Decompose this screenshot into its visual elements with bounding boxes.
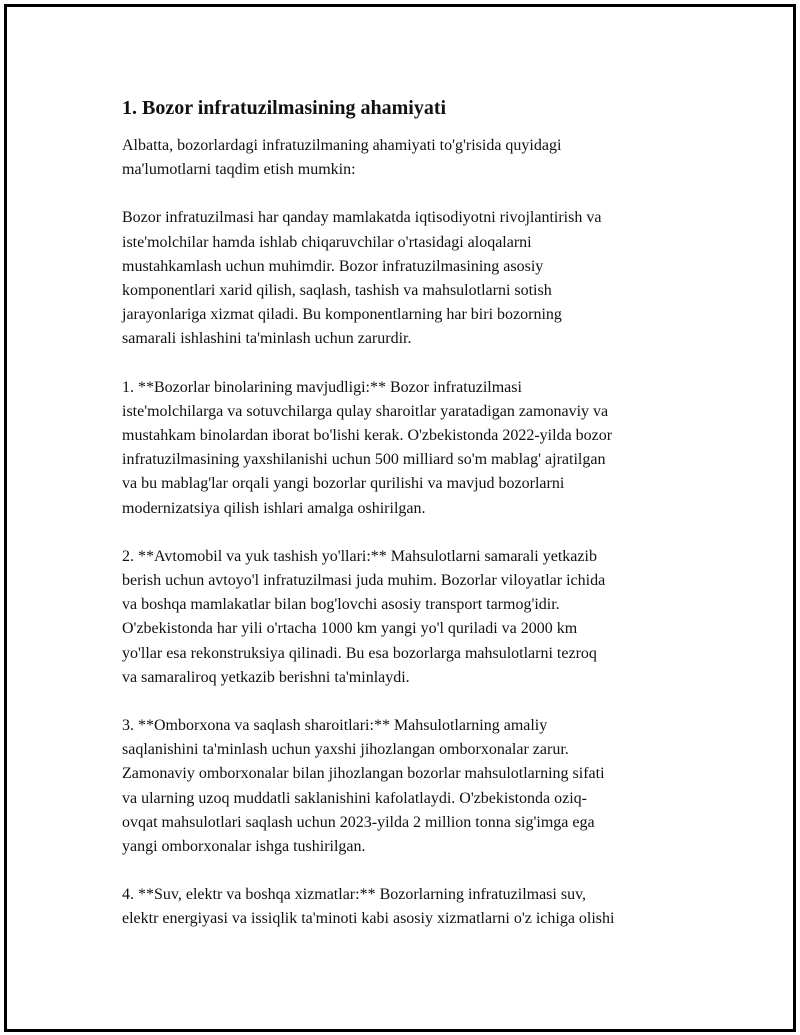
text-line: va ularning uzoq muddatli saklanishini kafolatlaydi. O'zbekistonda oziq- (122, 789, 587, 807)
paragraph (122, 206, 702, 351)
paragraph (122, 376, 702, 521)
text-line: Bozor infratuzilmasi har qanday mamlakatda iqtisodiyotni rivojlantirish va (122, 209, 602, 227)
text-line: va boshqa mamlakatlar bilan bog'lovchi asosiy transport tarmog'idir. (122, 596, 560, 614)
section-heading: 1. Bozor infratuzilmasining ahamiyati (122, 97, 447, 119)
text-line: yo'llar esa rekonstruksiya qilinadi. Bu esa bozorlarga mahsulotlarni tezroq (122, 644, 597, 662)
document-page (4, 4, 796, 1032)
paragraph (122, 714, 702, 859)
text-line: samarali ishlashini ta'minlash uchun zarurdir. (122, 330, 412, 348)
text-line: elektr energiyasi va issiqlik ta'minoti kabi asosiy xizmatlarni o'z ichiga olishi (122, 910, 615, 928)
paragraph (122, 545, 702, 690)
text-line: berish uchun avtoyo'l infratuzilmasi juda muhim. Bozorlar viloyatlar ichida (122, 572, 606, 590)
text-line: jarayonlariga xizmat qiladi. Bu komponentlarning har biri bozorning (122, 306, 562, 324)
text-line: iste'molchilar hamda ishlab chiqaruvchilar o'rtasidagi aloqalarni (122, 233, 532, 251)
text-line: iste'molchilarga va sotuvchilarga qulay sharoitlar yaratadigan zamonaviy va (122, 402, 609, 420)
text-line: va samaraliroq yetkazib berishni ta'minlaydi. (122, 668, 410, 686)
text-line: mustahkam binolardan iborat bo'lishi kerak. O'zbekistonda 2022-yilda bozor (122, 427, 613, 445)
paragraph-list (122, 134, 702, 932)
text-line: yangi omborxonalar ishga tushirilgan. (122, 838, 366, 856)
text-line: ovqat mahsulotlari saqlash uchun 2023-yilda 2 million tonna sig'imga ega (122, 813, 595, 831)
text-line: modernizatsiya qilish ishlari amalga oshirilgan. (122, 499, 426, 517)
text-line: infratuzilmasining yaxshilanishi uchun 500 milliard so'm mablag' ajratilgan (122, 451, 606, 469)
text-line: saqlanishini ta'minlash uchun yaxshi jihozlangan omborxonalar zarur. (122, 741, 569, 759)
text-line: O'zbekistonda har yili o'rtacha 1000 km yangi yo'l quriladi va 2000 km (122, 620, 578, 638)
text-line: 2. **Avtomobil va yuk tashish yo'llari:** Mahsulotlarni samarali yetkazib (122, 547, 597, 565)
text-line: Zamonaviy omborxonalar bilan jihozlangan bozorlar mahsulotlarning sifati (122, 765, 605, 783)
paragraph (122, 883, 702, 931)
paragraph (122, 134, 702, 182)
text-line: komponentlari xarid qilish, saqlash, tashish va mahsulotlarni sotish (122, 282, 552, 300)
text-line: 4. **Suv, elektr va boshqa xizmatlar:** Bozorlarning infratuzilmasi suv, (122, 886, 587, 904)
text-line: ma'lumotlarni taqdim etish mumkin: (122, 161, 356, 179)
text-line: mustahkamlash uchun muhimdir. Bozor infratuzilmasining asosiy (122, 257, 544, 275)
text-line: 1. **Bozorlar binolarining mavjudligi:** Bozor infratuzilmasi (122, 378, 522, 396)
text-line: 3. **Omborxona va saqlash sharoitlari:** Mahsulotlarning amaliy (122, 717, 548, 735)
text-line: va bu mablag'lar orqali yangi bozorlar qurilishi va mavjud bozorlarni (122, 475, 565, 493)
document-content (122, 95, 702, 956)
text-line: Albatta, bozorlardagi infratuzilmaning ahamiyati to'g'risida quyidagi (122, 137, 562, 154)
